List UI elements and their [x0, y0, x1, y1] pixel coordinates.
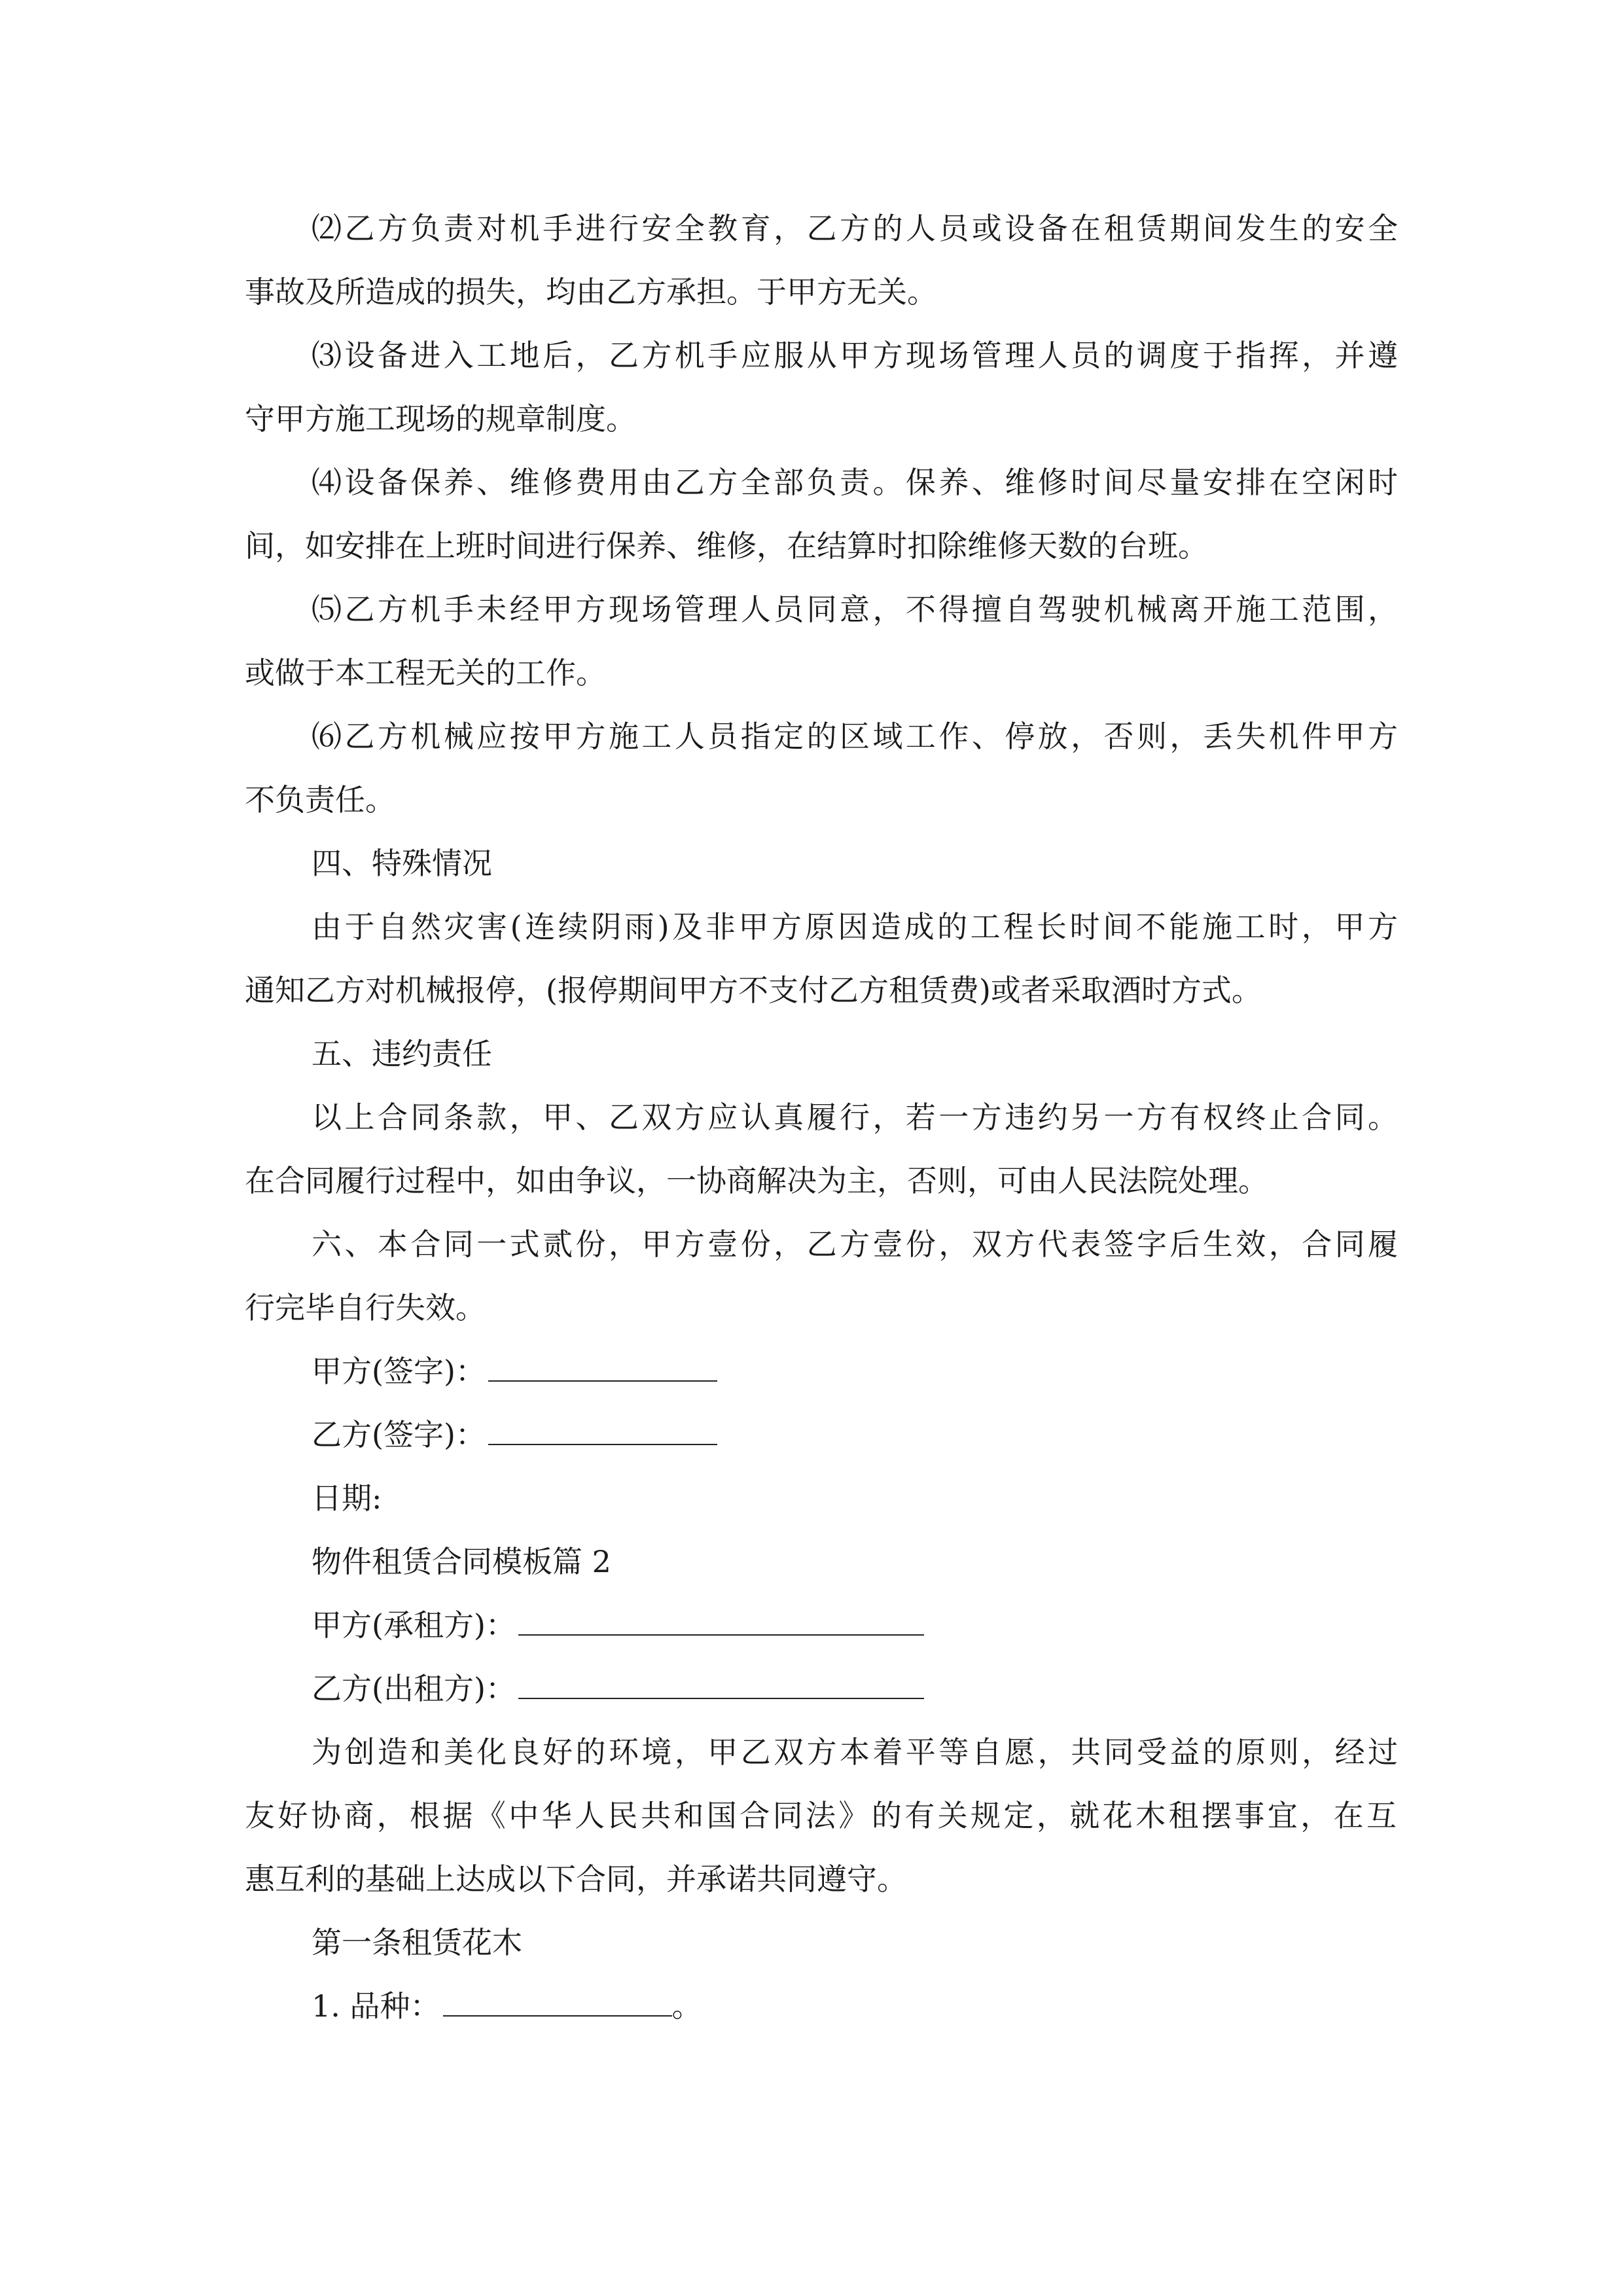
paragraph-line: 间，如安排在上班时间进行保养、维修，在结算时扣除维修天数的台班。	[245, 528, 1208, 564]
signature-label-a: 甲方(签字)：	[312, 1354, 486, 1389]
paragraph-line: 六、本合同一式贰份，甲方壹份，乙方壹份，双方代表签字后生效，合同履	[312, 1227, 1398, 1262]
paragraph-line: ⑶设备进入工地后，乙方机手应服从甲方现场管理人员的调度于指挥，并遵	[312, 338, 1398, 373]
signature-blank-a	[488, 1354, 717, 1382]
paragraph-line: 惠互利的基础上达成以下合同，并承诺共同遵守。	[245, 1861, 907, 1897]
party-line-b	[312, 1667, 1398, 1710]
signature-blank-b	[488, 1418, 717, 1445]
signature-line-b	[312, 1413, 1398, 1456]
paragraph-line: 行完毕自行失效。	[245, 1290, 486, 1325]
paragraph-line: 以上合同条款，甲、乙双方应认真履行，若一方违约另一方有权终止合同。	[312, 1100, 1398, 1135]
signature-label-b: 乙方(签字)：	[312, 1417, 486, 1452]
paragraph-line: 由于自然灾害(连续阴雨)及非甲方原因造成的工程长时间不能施工时，甲方	[312, 909, 1398, 944]
item-blank	[443, 1989, 672, 2017]
paragraph-line: ⑹乙方机械应按甲方施工人员指定的区域工作、停放，否则，丢失机件甲方	[312, 719, 1398, 754]
item-label: 1. 品种：	[312, 1988, 440, 2024]
section-heading: 五、违约责任	[312, 1036, 492, 1071]
party-label-a: 甲方(承租方)：	[312, 1607, 516, 1643]
paragraph-line: 事故及所造成的损失，均由乙方承担。于甲方无关。	[245, 274, 937, 310]
paragraph-line: 在合同履行过程中，如由争议，一协商解决为主，否则，可由人民法院处理。	[245, 1163, 1268, 1198]
party-label-b: 乙方(出租方)：	[312, 1671, 516, 1706]
paragraph-line: 友好协商，根据《中华人民共和国合同法》的有关规定，就花木租摆事宜，在互	[245, 1798, 1397, 1833]
section-heading: 第一条租赁花木	[312, 1925, 522, 1960]
paragraph-line: ⑷设备保养、维修费用由乙方全部负责。保养、维修时间尽量安排在空闲时	[312, 465, 1398, 500]
party-blank-a	[518, 1608, 924, 1636]
item-line	[312, 1984, 1398, 2028]
paragraph-line: 为创造和美化良好的环境，甲乙双方本着平等自愿，共同受益的原则，经过	[312, 1734, 1398, 1770]
date-line: 日期:	[312, 1480, 382, 1516]
section-title: 物件租赁合同模板篇 2	[312, 1544, 611, 1579]
paragraph-line: ⑸乙方机手未经甲方现场管理人员同意，不得擅自驾驶机械离开施工范围，	[312, 592, 1398, 627]
party-line-a	[312, 1604, 1398, 1647]
party-blank-b	[518, 1672, 924, 1699]
paragraph-line: 不负责任。	[245, 782, 395, 817]
section-heading: 四、特殊情况	[312, 846, 492, 881]
item-end-mark: 。	[671, 1988, 702, 2024]
signature-line-a	[312, 1350, 1398, 1393]
paragraph-line: 通知乙方对机械报停，(报停期间甲方不支付乙方租赁费)或者采取酒时方式。	[245, 973, 1262, 1008]
paragraph-line: 守甲方施工现场的规章制度。	[245, 401, 636, 437]
paragraph-line: 或做于本工程无关的工作。	[245, 655, 606, 691]
paragraph-line: ⑵乙方负责对机手进行安全教育，乙方的人员或设备在租赁期间发生的安全	[312, 211, 1398, 246]
